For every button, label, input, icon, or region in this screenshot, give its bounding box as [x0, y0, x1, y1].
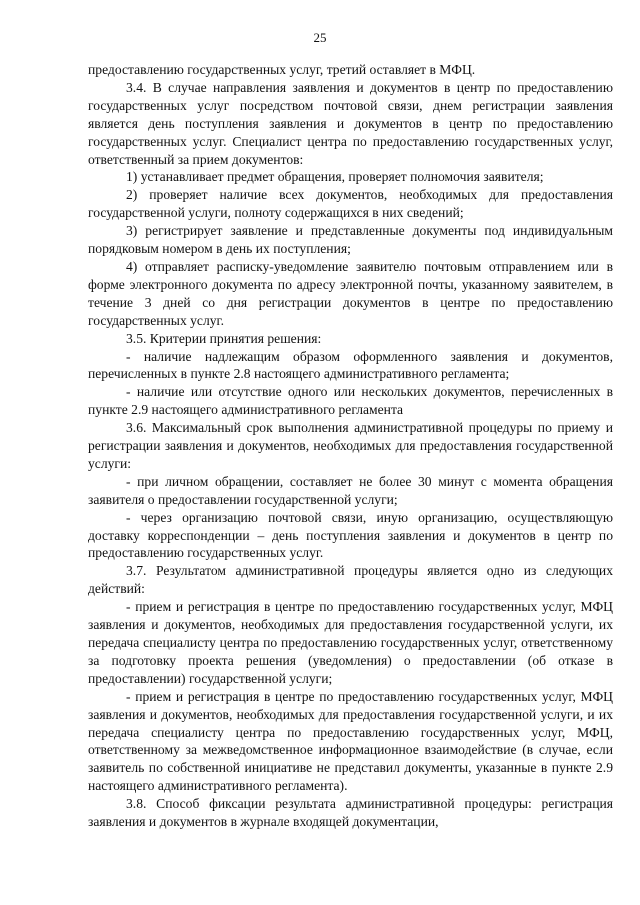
- paragraph: - прием и регистрация в центре по предоставлению государственных услуг, МФЦ заявления и документов, необходимых для предоставления государственной услуги, и их передача специалисту центра по предоставлению государственных услуг, МФЦ, ответственному за межведомственное информационное взаимодействие (в случае, если заявитель по собственной инициативе не представил документы, указанные в пункте 2.9 настоящего административного регламента).: [88, 688, 613, 794]
- paragraph: 3.6. Максимальный срок выполнения административной процедуры по приему и регистрации заявления и документов, необходимых для предоставления государственной услуги:: [88, 420, 613, 471]
- paragraph: 3.8. Способ фиксации результата административной процедуры: регистрация заявления и документов в журнале входящей документации,: [88, 796, 613, 830]
- paragraph: - через организацию почтовой связи, иную организацию, осуществляющую доставку корреспонденции – день поступления заявления и документов в центр по предоставлению государственных услуг.: [88, 509, 613, 561]
- paragraph: - прием и регистрация в центре по предоставлению государственных услуг, МФЦ заявления и документов, необходимых для предоставления государственной услуги, их передача специалисту центра по предоставлению государственных услуг, ответственному за подготовку проекта решения (уведомления) о предоставлении (об отказе в предоставлении) государственной услуги;: [88, 599, 613, 686]
- paragraph: 3) регистрирует заявление и представленные документы под индивидуальным порядковым номером в день их поступления;: [88, 223, 613, 257]
- body-text: [88, 61, 613, 831]
- paragraph: 3.4. В случае направления заявления и документов в центр по предоставлению государственных услуг посредством почтовой связи, днем регистрации заявления является день поступления заявления и документов в центр по предоставлению государственных услуг. Специалист центра по предоставлению государственных услуг, ответственный за прием документов:: [88, 79, 613, 167]
- paragraph: 2) проверяет наличие всех документов, необходимых для предоставления государственной услуги, полноту содержащихся в них сведений;: [88, 187, 613, 221]
- paragraph: - наличие надлежащим образом оформленного заявления и документов, перечисленных в пункте 2.8 настоящего административного регламента;: [88, 348, 613, 382]
- page-number: 25: [313, 30, 327, 45]
- paragraph: предоставлению государственных услуг, третий оставляет в МФЦ.: [88, 62, 476, 77]
- paragraph: - наличие или отсутствие одного или нескольких документов, перечисленных в пункте 2.9 настоящего административного регламента: [88, 384, 613, 418]
- paragraph: - при личном обращении, составляет не более 30 минут с момента обращения заявителя о предоставлении государственной услуги;: [88, 473, 613, 507]
- paragraph: 3.5. Критерии принятия решения:: [126, 330, 322, 346]
- paragraph: 1) устанавливает предмет обращения, проверяет полномочия заявителя;: [126, 169, 544, 185]
- paragraph: 4) отправляет расписку-уведомление заявителю почтовым отправлением или в форме электронного документа по адресу электронной почты, указанному заявителем, в течение 3 дней со дня регистрации документов в центре по предоставлению государственных услуг.: [88, 258, 613, 328]
- paragraph: 3.7. Результатом административной процедуры является одно из следующих действий:: [88, 563, 613, 597]
